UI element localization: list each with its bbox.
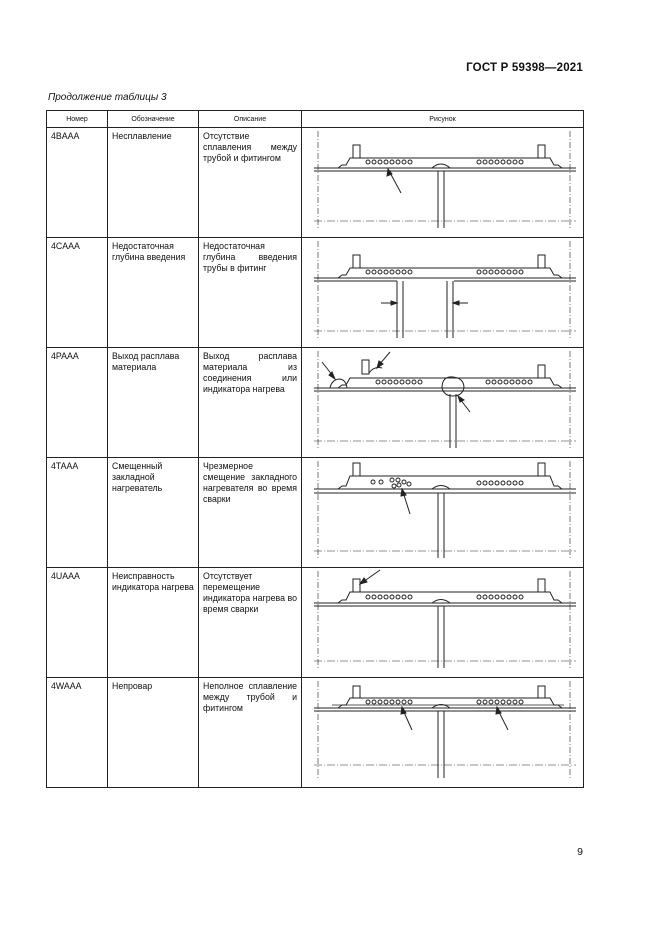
defect-figure-displaced-heater xyxy=(302,458,584,561)
standard-designation: ГОСТ Р 59398—2021 xyxy=(466,62,583,74)
row-description: Отсутствует перемещение индикатора нагрева во время сварки xyxy=(199,568,302,678)
row-designation: Неисправность индикатора нагрева xyxy=(108,568,199,678)
figure-cell xyxy=(302,238,584,348)
row-designation: Недостаточная глубина введения xyxy=(108,238,199,348)
row-description: Неполное сплавление между трубой и фитингом xyxy=(199,678,302,788)
table-row xyxy=(47,238,584,348)
row-code: 4WAAA xyxy=(47,678,108,788)
row-code: 4TAAA xyxy=(47,458,108,568)
defect-figure-indicator-failure xyxy=(302,568,584,671)
row-description: Недостаточная глубина введения трубы в фитинг xyxy=(199,238,302,348)
figure-cell xyxy=(302,348,584,458)
row-description: Отсутствие сплавления между трубой и фитингом xyxy=(199,128,302,238)
table-row xyxy=(47,568,584,678)
page-number: 9 xyxy=(577,846,583,858)
row-designation: Выход расплава материала xyxy=(108,348,199,458)
row-description: Выход расплава материала из соединения или индикатора нагрева xyxy=(199,348,302,458)
defect-figure-melt-exit xyxy=(302,348,584,451)
figure-cell xyxy=(302,458,584,568)
defect-figure-insufficient-insertion xyxy=(302,238,584,341)
column-header-number: Номер xyxy=(47,111,108,128)
column-header-description: Описание xyxy=(199,111,302,128)
row-designation: Непровар xyxy=(108,678,199,788)
table-caption: Продолжение таблицы 3 xyxy=(48,92,167,103)
figure-cell xyxy=(302,678,584,788)
row-designation: Смещенный закладной нагреватель xyxy=(108,458,199,568)
table-row xyxy=(47,348,584,458)
row-code: 4UAAA xyxy=(47,568,108,678)
table-header-row xyxy=(47,111,584,128)
row-designation: Несплавление xyxy=(108,128,199,238)
row-code: 4PAAA xyxy=(47,348,108,458)
figure-cell xyxy=(302,128,584,238)
table-row xyxy=(47,128,584,238)
column-header-figure: Рисунок xyxy=(302,111,584,128)
row-code: 4BAAA xyxy=(47,128,108,238)
defects-table xyxy=(46,110,584,788)
column-header-designation: Обозначение xyxy=(108,111,199,128)
row-code: 4CAAA xyxy=(47,238,108,348)
defect-figure-incomplete-fusion xyxy=(302,678,584,781)
row-description: Чрезмерное смещение закладного нагревателя во время сварки xyxy=(199,458,302,568)
table-row xyxy=(47,458,584,568)
figure-cell xyxy=(302,568,584,678)
defect-figure-not-fused xyxy=(302,128,584,231)
table-row xyxy=(47,678,584,788)
